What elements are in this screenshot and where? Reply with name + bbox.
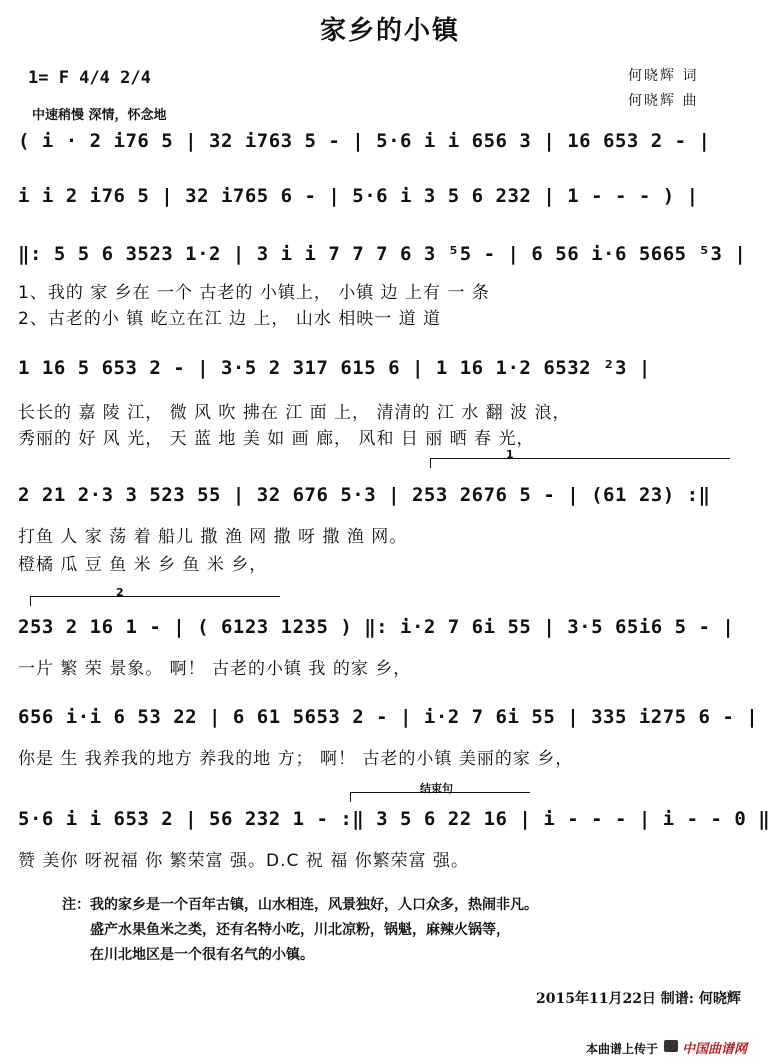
lyric-row-5-verse-1: 打鱼 人 家 荡 着 船儿 撒 渔 网 撒 呀 撒 渔 网。: [18, 527, 408, 547]
lyric-row-3-verse-1: 1、我的 家 乡在 一个 古老的 小镇上， 小镇 边 上有 一 条: [18, 283, 490, 303]
key-signature: 1= F 4/4 2/4: [28, 68, 151, 88]
page-title: 家乡的小镇: [319, 16, 460, 46]
notation-row-7: 656 i·i 6 53 22 | 6 61 5653 2 - | i·2 7 6i 55 | 335 i275 6 - |: [18, 706, 759, 728]
tempo-marking: 中速稍慢 深情，怀念地: [32, 108, 167, 123]
lyric-row-8: 赞 美你 呀祝福 你 繁荣富 强。D.C 祝 福 你繁荣富 强。: [18, 851, 469, 871]
annotation-line-2: 盛产水果鱼米之类，还有名特小吃，川北凉粉，锅魁，麻辣火锅等，: [90, 922, 510, 938]
lyric-row-7: 你是 生 我养我的地方 养我的地 方； 啊！ 古老的小镇 美丽的家 乡，: [18, 749, 574, 769]
ending-label: 结束句: [420, 782, 453, 795]
lyric-row-6: 一片 繁 荣 景象。 啊！ 古老的小镇 我 的家 乡，: [18, 659, 412, 679]
volta-label-1: 1: [506, 448, 514, 461]
lyricist-credit: 何晓辉 词: [628, 68, 699, 84]
annotation-line-1: 注：我的家乡是一个百年古镇，山水相连，风景独好，人口众多，热闹非凡。: [62, 897, 538, 913]
volta-tick-2: [30, 596, 31, 606]
notation-row-1: ( i · 2 i76 5 | 32 i763 5 - | 5·6 i i 656 3 | 16 653 2 - |: [18, 130, 711, 152]
upload-caption: 本曲谱上传于: [586, 1042, 659, 1056]
notation-row-2: i i 2 i76 5 | 32 i765 6 - | 5·6 i 3 5 6 232 | 1 - - - ) |: [18, 185, 699, 207]
notation-row-4: 1 16 5 653 2 - | 3·5 2 317 615 6 | 1 16 1·2 6532 ²3 |: [18, 357, 651, 379]
site-name: 中国曲谱网: [682, 1042, 748, 1057]
composer-credit: 何晓辉 曲: [628, 93, 699, 109]
annotation-line-3: 在川北地区是一个很有名气的小镇。: [90, 947, 314, 963]
volta-bracket-2: [30, 596, 280, 597]
ending-tick: [350, 792, 351, 802]
notation-row-3: ‖: 5 5 6 3523 1·2 | 3 i i 7 7 7 6 3 ⁵5 - | 6 56 i·6 5665 ⁵3 |: [18, 243, 747, 265]
lyric-row-4-verse-2: 秀丽的 好 风 光， 天 蓝 地 美 如 画 廊， 风和 日 丽 晒 春 光，: [18, 429, 535, 449]
volta-label-2: 2: [116, 586, 124, 599]
site-logo-icon: [664, 1040, 678, 1052]
volta-tick-1: [430, 458, 431, 468]
notation-row-8: 5·6 i i 653 2 | 56 232 1 - :‖ 3 5 6 22 16 | i - - - | i - - 0 ‖: [18, 808, 771, 830]
notation-row-5: 2 21 2·3 3 523 55 | 32 676 5·3 | 253 2676 5 - | (61 23) :‖: [18, 484, 711, 506]
lyric-row-4-verse-1: 长长的 嘉 陵 江， 微 风 吹 拂在 江 面 上， 清清的 江 水 翻 波 浪，: [18, 403, 571, 423]
lyric-row-5-verse-2: 橙橘 瓜 豆 鱼 米 乡 鱼 米 乡，: [18, 555, 268, 575]
date-and-transcriber: 2015年11月22日 制谱: 何晓辉: [536, 991, 741, 1007]
volta-bracket-1: [430, 458, 730, 459]
notation-row-6: 253 2 16 1 - | ( 6123 1235 ) ‖: i·2 7 6i 55 | 3·5 65i6 5 - |: [18, 616, 735, 638]
lyric-row-3-verse-2: 2、古老的小 镇 屹立在江 边 上， 山水 相映一 道 道: [18, 309, 442, 329]
